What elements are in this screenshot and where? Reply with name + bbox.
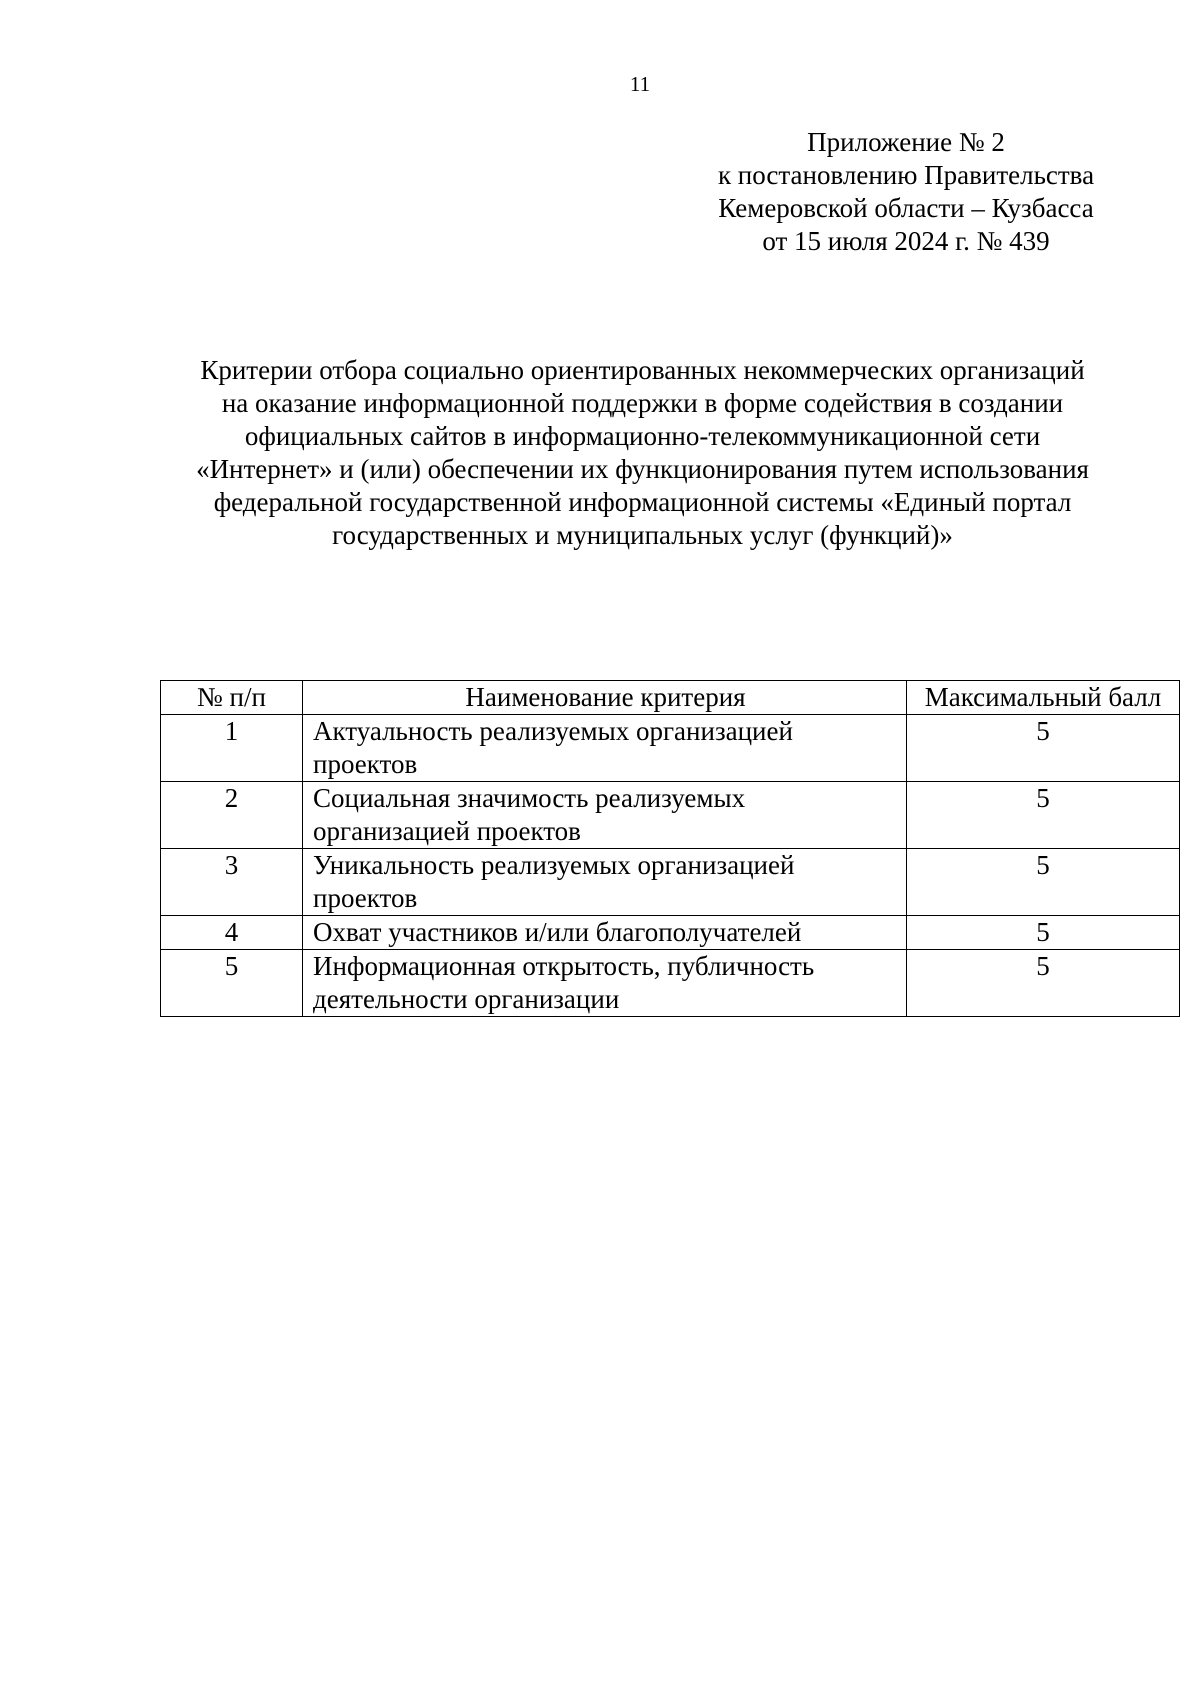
row-max-score: 5 [907,849,1180,916]
title-line: государственных и муниципальных услуг (функций)» [332,520,953,550]
row-max-score: 5 [907,782,1180,849]
title-line: федеральной государственной информационной системы «Единый портал [213,487,1072,517]
page-number: 11 [629,72,651,96]
criteria-table [160,680,1180,1017]
row-number: 5 [161,950,303,1017]
table-row [161,849,1180,916]
title-line: «Интернет» и (или) обеспечении их функционирования путем использования [196,454,1089,484]
table-row [161,916,1180,950]
appendix-line: от 15 июля 2024 г. № 439 [762,226,1050,256]
row-criterion-name: Актуальность реализуемых организацией проектов [303,715,907,782]
title-line: официальных сайтов в информационно-телекоммуникационной сети [244,421,1041,451]
table-header-row [161,681,1180,715]
row-criterion-name: Информационная открытость, публичность деятельности организации [303,950,907,1017]
row-number: 3 [161,849,303,916]
appendix-line: к постановлению Правительства [717,160,1095,190]
row-max-score: 5 [907,950,1180,1017]
appendix-line: Приложение № 2 [807,127,1005,157]
header-criterion-name: Наименование критерия [303,681,907,715]
row-criterion-name: Социальная значимость реализуемых организацией проектов [303,782,907,849]
header-max-score: Максимальный балл [907,681,1180,715]
table-row [161,782,1180,849]
row-criterion-name: Охват участников и/или благополучателей [303,916,907,950]
table-row [161,715,1180,782]
row-number: 2 [161,782,303,849]
row-max-score: 5 [907,715,1180,782]
document-title [100,354,1185,552]
row-max-score: 5 [907,916,1180,950]
appendix-line: Кемеровской области – Кузбасса [718,193,1094,223]
title-line: на оказание информационной поддержки в форме содействия в создании [221,388,1064,418]
row-number: 1 [161,715,303,782]
row-number: 4 [161,916,303,950]
appendix-reference [700,126,1112,258]
title-line: Критерии отбора социально ориентированных некоммерческих организаций [200,355,1085,385]
header-number: № п/п [161,681,303,715]
table-row [161,950,1180,1017]
row-criterion-name: Уникальность реализуемых организацией проектов [303,849,907,916]
